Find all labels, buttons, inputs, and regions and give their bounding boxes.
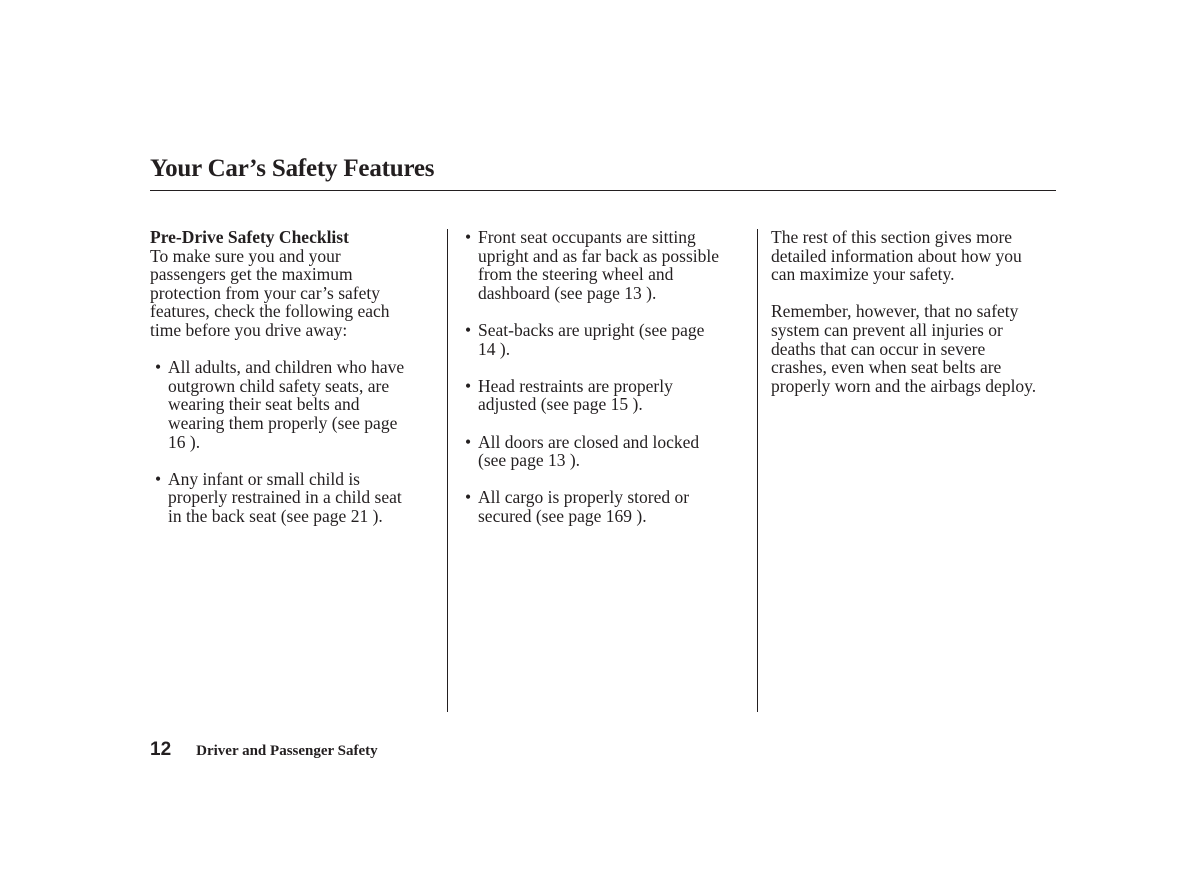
column-notes xyxy=(771,228,1066,414)
list-item-text: All adults, and children who have outgrown child safety seats, are wearing their seat belts and wearing them properly (see page 16 ). xyxy=(168,357,405,452)
list-item-text: All doors are closed and locked (see page 13 ). xyxy=(478,431,700,471)
list-item xyxy=(465,377,750,414)
page-footer xyxy=(150,739,378,761)
body-paragraph: The rest of this section gives more detailed information about how you can maximize your safety. xyxy=(771,227,1022,285)
section-heading: Pre-Drive Safety Checklist xyxy=(150,227,349,247)
column-divider xyxy=(447,229,448,712)
list-item-text: Any infant or small child is properly restrained in a child seat in the back seat (see page 21 ). xyxy=(168,468,402,526)
page-number: 12 xyxy=(150,739,172,760)
bullet-icon: • xyxy=(465,375,472,396)
column-checklist xyxy=(150,228,435,544)
footer-section-title: Driver and Passenger Safety xyxy=(196,743,378,759)
bullet-icon: • xyxy=(465,227,472,247)
bullet-icon: • xyxy=(155,468,162,489)
body-paragraph: Remember, however, that no safety system can prevent all injuries or deaths that can occur in severe crashes, even when seat belts are properly worn and the airbags deploy. xyxy=(771,301,1037,396)
list-item xyxy=(155,470,435,526)
column-checklist-continued xyxy=(465,228,750,544)
bullet-icon: • xyxy=(465,431,472,452)
list-item xyxy=(465,433,750,470)
list-item xyxy=(465,321,750,358)
bullet-icon: • xyxy=(465,487,472,508)
column-divider xyxy=(757,229,758,712)
list-item xyxy=(155,358,435,451)
intro-paragraph: To make sure you and your passengers get the maximum protection from your car’s safety features, check the following each time before you drive away: xyxy=(150,245,390,340)
list-item-text: Front seat occupants are sitting upright and as far back as possible from the steering wheel and dashboard (see page 13 ). xyxy=(478,227,720,303)
checklist-list-1 xyxy=(150,358,435,525)
list-item-text: Head restraints are properly adjusted (see page 15 ). xyxy=(478,375,673,415)
list-item-text: All cargo is properly stored or secured (see page 169 ). xyxy=(478,487,690,526)
list-item xyxy=(465,488,750,525)
title-divider xyxy=(150,190,1056,191)
page-title: Your Car’s Safety Features xyxy=(150,155,435,182)
list-item-text: Seat-backs are upright (see page 14 ). xyxy=(478,319,705,359)
checklist-list-2 xyxy=(465,228,750,526)
bullet-icon: • xyxy=(155,357,162,378)
bullet-icon: • xyxy=(465,319,472,340)
list-item xyxy=(465,228,750,302)
